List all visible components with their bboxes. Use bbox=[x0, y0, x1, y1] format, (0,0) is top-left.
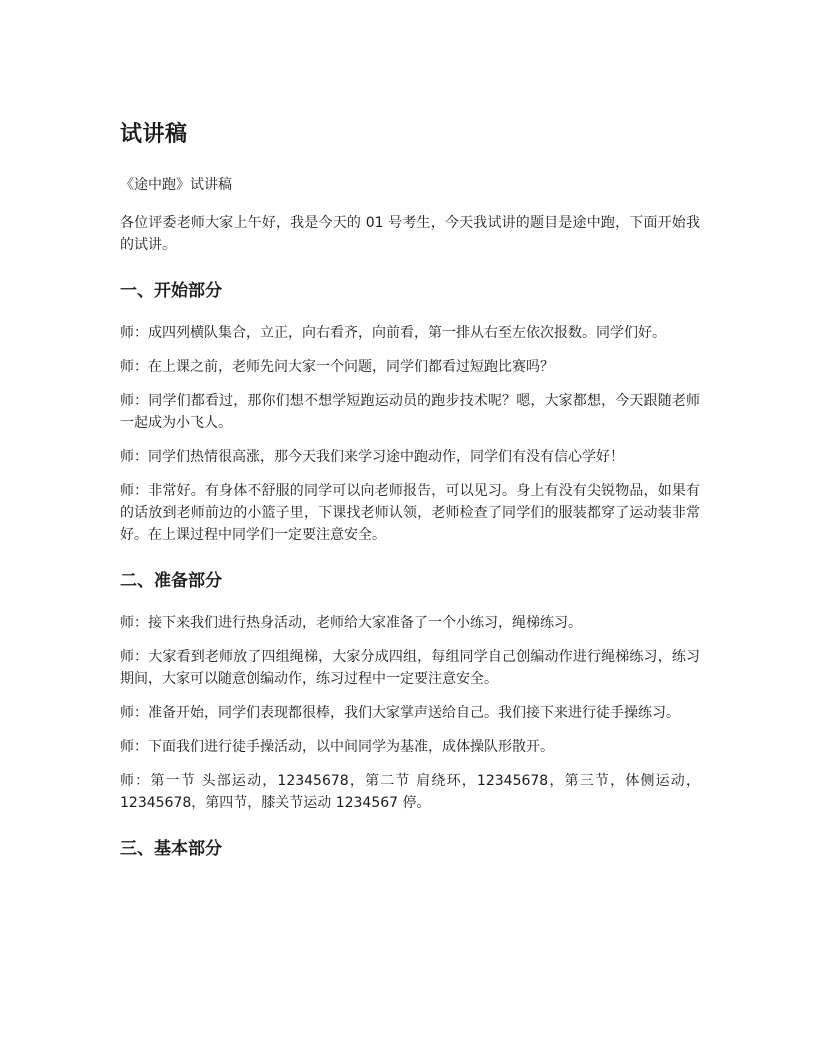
section-heading: 三、基本部分 bbox=[120, 839, 222, 859]
paragraph: 师：同学们热情很高涨，那今天我们来学习途中跑动作，同学们有没有信心学好！ bbox=[120, 449, 624, 465]
document-page bbox=[120, 118, 700, 880]
section-preparation bbox=[120, 568, 700, 814]
paragraph: 师：下面我们进行徒手操活动，以中间同学为基准，成体操队形散开。 bbox=[120, 739, 554, 755]
section-heading: 二、准备部分 bbox=[120, 571, 222, 591]
paragraph: 师：非常好。有身体不舒服的同学可以向老师报告，可以见习。身上有没有尖锐物品，如果有的话放到老师前边的小篮子里，下课找老师认领，老师检查了同学们的服装都穿了运动装非常好。在上课过程中同学们一定要注意安全。 bbox=[120, 483, 700, 543]
paragraph: 师：大家看到老师放了四组绳梯，大家分成四组，每组同学自己创编动作进行绳梯练习，练习期间，大家可以随意创编动作，练习过程中一定要注意安全。 bbox=[120, 649, 700, 687]
paragraph: 师：准备开始，同学们表现都很棒，我们大家掌声送给自己。我们接下来进行徒手操练习。 bbox=[120, 705, 680, 721]
paragraph: 师：成四列横队集合，立正，向右看齐，向前看，第一排从右至左依次报数。同学们好。 bbox=[120, 325, 666, 341]
paragraph: 师：第一节 头部运动，12345678，第二节 肩绕环，12345678，第三节，体侧运动，12345678，第四节，膝关节运动 1234567 停。 bbox=[120, 773, 700, 811]
intro-paragraph: 各位评委老师大家上午好，我是今天的 01 号考生，今天我试讲的题目是途中跑，下面开始我的试讲。 bbox=[120, 215, 700, 253]
section-start bbox=[120, 278, 700, 546]
section-basic bbox=[120, 836, 700, 862]
document-subtitle: 《途中跑》试讲稿 bbox=[120, 177, 232, 193]
paragraph: 师：同学们都看过，那你们想不想学短跑运动员的跑步技术呢？嗯，大家都想，今天跟随老师一起成为小飞人。 bbox=[120, 393, 700, 431]
section-heading: 一、开始部分 bbox=[120, 281, 222, 301]
document-title: 试讲稿 bbox=[120, 122, 188, 147]
paragraph: 师：接下来我们进行热身活动，老师给大家准备了一个小练习，绳梯练习。 bbox=[120, 615, 582, 631]
paragraph: 师：在上课之前，老师先问大家一个问题，同学们都看过短跑比赛吗？ bbox=[120, 359, 554, 375]
